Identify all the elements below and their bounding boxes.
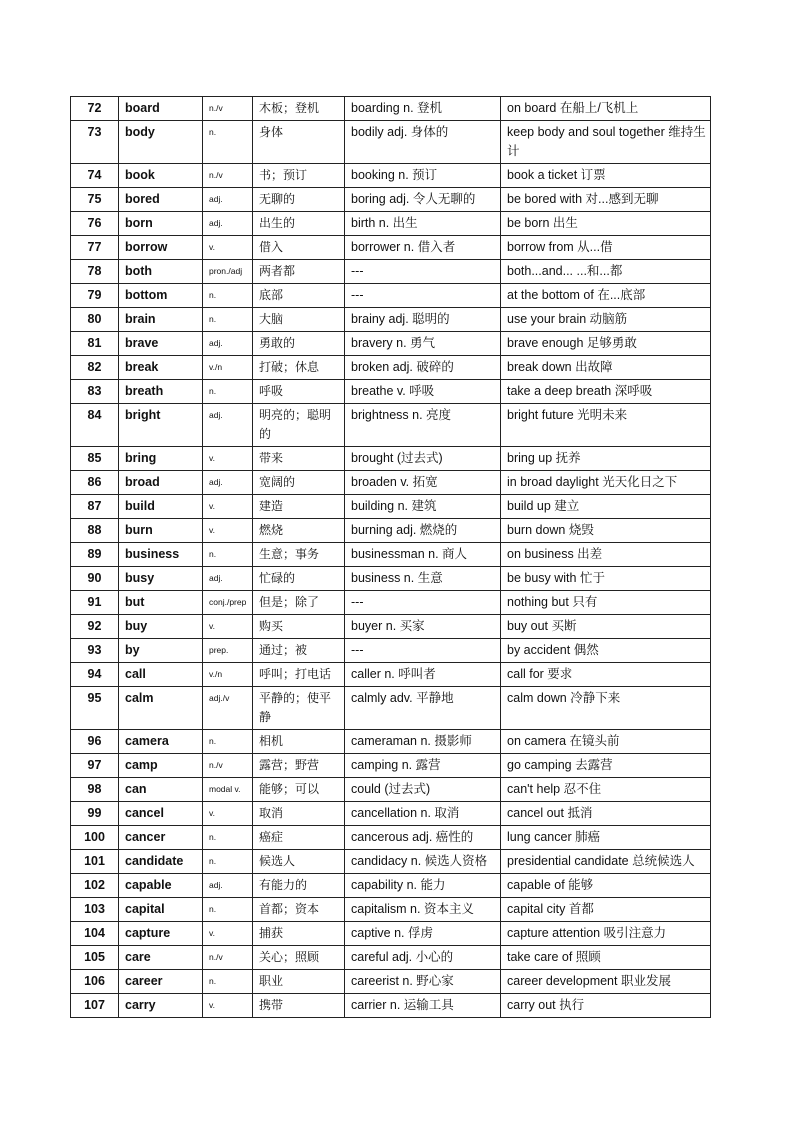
part-of-speech: v. bbox=[203, 615, 253, 639]
example-phrase: be bored with 对...感到无聊 bbox=[501, 188, 711, 212]
derivative-form: burning adj. 燃烧的 bbox=[345, 519, 501, 543]
part-of-speech: v. bbox=[203, 802, 253, 826]
example-phrase: capital city 首都 bbox=[501, 898, 711, 922]
headword: bright bbox=[119, 404, 203, 447]
table-row bbox=[71, 308, 711, 332]
example-phrase: carry out 执行 bbox=[501, 994, 711, 1018]
example-phrase: calm down 冷静下来 bbox=[501, 687, 711, 730]
part-of-speech: v./n bbox=[203, 663, 253, 687]
entry-number: 98 bbox=[71, 778, 119, 802]
example-phrase: take a deep breath 深呼吸 bbox=[501, 380, 711, 404]
part-of-speech: n. bbox=[203, 543, 253, 567]
headword: care bbox=[119, 946, 203, 970]
example-phrase: in broad daylight 光天化日之下 bbox=[501, 471, 711, 495]
table-row bbox=[71, 946, 711, 970]
part-of-speech: adj. bbox=[203, 567, 253, 591]
example-phrase: buy out 买断 bbox=[501, 615, 711, 639]
part-of-speech: n. bbox=[203, 970, 253, 994]
example-phrase: cancel out 抵消 bbox=[501, 802, 711, 826]
derivative-form: birth n. 出生 bbox=[345, 212, 501, 236]
chinese-meaning: 燃烧 bbox=[253, 519, 345, 543]
chinese-meaning: 呼吸 bbox=[253, 380, 345, 404]
entry-number: 76 bbox=[71, 212, 119, 236]
part-of-speech: v. bbox=[203, 994, 253, 1018]
entry-number: 77 bbox=[71, 236, 119, 260]
part-of-speech: n. bbox=[203, 826, 253, 850]
derivative-form: business n. 生意 bbox=[345, 567, 501, 591]
headword: career bbox=[119, 970, 203, 994]
chinese-meaning: 借入 bbox=[253, 236, 345, 260]
derivative-form: borrower n. 借入者 bbox=[345, 236, 501, 260]
entry-number: 96 bbox=[71, 730, 119, 754]
derivative-form: capitalism n. 资本主义 bbox=[345, 898, 501, 922]
derivative-form: building n. 建筑 bbox=[345, 495, 501, 519]
entry-number: 78 bbox=[71, 260, 119, 284]
example-phrase: can't help 忍不住 bbox=[501, 778, 711, 802]
entry-number: 102 bbox=[71, 874, 119, 898]
table-row bbox=[71, 730, 711, 754]
derivative-form: broken adj. 破碎的 bbox=[345, 356, 501, 380]
entry-number: 75 bbox=[71, 188, 119, 212]
derivative-form: businessman n. 商人 bbox=[345, 543, 501, 567]
derivative-form: careerist n. 野心家 bbox=[345, 970, 501, 994]
example-phrase: brave enough 足够勇敢 bbox=[501, 332, 711, 356]
chinese-meaning: 带来 bbox=[253, 447, 345, 471]
entry-number: 94 bbox=[71, 663, 119, 687]
headword: capable bbox=[119, 874, 203, 898]
derivative-form: cancellation n. 取消 bbox=[345, 802, 501, 826]
table-row bbox=[71, 970, 711, 994]
chinese-meaning: 勇敢的 bbox=[253, 332, 345, 356]
derivative-form: boarding n. 登机 bbox=[345, 97, 501, 121]
example-phrase: bright future 光明未来 bbox=[501, 404, 711, 447]
entry-number: 81 bbox=[71, 332, 119, 356]
part-of-speech: n. bbox=[203, 380, 253, 404]
example-phrase: capture attention 吸引注意力 bbox=[501, 922, 711, 946]
derivative-form: calmly adv. 平静地 bbox=[345, 687, 501, 730]
table-row bbox=[71, 663, 711, 687]
example-phrase: on camera 在镜头前 bbox=[501, 730, 711, 754]
chinese-meaning: 建造 bbox=[253, 495, 345, 519]
table-row bbox=[71, 519, 711, 543]
table-row bbox=[71, 850, 711, 874]
example-phrase: both...and... ...和...都 bbox=[501, 260, 711, 284]
example-phrase: bring up 抚养 bbox=[501, 447, 711, 471]
table-row bbox=[71, 164, 711, 188]
chinese-meaning: 木板；登机 bbox=[253, 97, 345, 121]
entry-number: 79 bbox=[71, 284, 119, 308]
entry-number: 92 bbox=[71, 615, 119, 639]
derivative-form: brought (过去式) bbox=[345, 447, 501, 471]
entry-number: 91 bbox=[71, 591, 119, 615]
table-row bbox=[71, 212, 711, 236]
headword: broad bbox=[119, 471, 203, 495]
vocabulary-table-body bbox=[71, 97, 711, 1018]
example-phrase: keep body and soul together 维持生计 bbox=[501, 121, 711, 164]
example-phrase: career development 职业发展 bbox=[501, 970, 711, 994]
table-row bbox=[71, 471, 711, 495]
part-of-speech: adj. bbox=[203, 404, 253, 447]
headword: breath bbox=[119, 380, 203, 404]
example-phrase: book a ticket 订票 bbox=[501, 164, 711, 188]
table-row bbox=[71, 97, 711, 121]
chinese-meaning: 生意；事务 bbox=[253, 543, 345, 567]
part-of-speech: v. bbox=[203, 447, 253, 471]
chinese-meaning: 通过；被 bbox=[253, 639, 345, 663]
part-of-speech: modal v. bbox=[203, 778, 253, 802]
entry-number: 80 bbox=[71, 308, 119, 332]
example-phrase: borrow from 从...借 bbox=[501, 236, 711, 260]
headword: both bbox=[119, 260, 203, 284]
derivative-form: brainy adj. 聪明的 bbox=[345, 308, 501, 332]
entry-number: 72 bbox=[71, 97, 119, 121]
chinese-meaning: 但是；除了 bbox=[253, 591, 345, 615]
example-phrase: use your brain 动脑筋 bbox=[501, 308, 711, 332]
part-of-speech: adj. bbox=[203, 471, 253, 495]
entry-number: 99 bbox=[71, 802, 119, 826]
entry-number: 86 bbox=[71, 471, 119, 495]
table-row bbox=[71, 121, 711, 164]
entry-number: 106 bbox=[71, 970, 119, 994]
part-of-speech: prep. bbox=[203, 639, 253, 663]
chinese-meaning: 无聊的 bbox=[253, 188, 345, 212]
table-row bbox=[71, 802, 711, 826]
part-of-speech: n. bbox=[203, 730, 253, 754]
example-phrase: by accident 偶然 bbox=[501, 639, 711, 663]
derivative-form: captive n. 俘虏 bbox=[345, 922, 501, 946]
chinese-meaning: 平静的；使平静 bbox=[253, 687, 345, 730]
derivative-form: could (过去式) bbox=[345, 778, 501, 802]
part-of-speech: n./v bbox=[203, 97, 253, 121]
chinese-meaning: 呼叫；打电话 bbox=[253, 663, 345, 687]
headword: camera bbox=[119, 730, 203, 754]
table-row bbox=[71, 778, 711, 802]
chinese-meaning: 宽阔的 bbox=[253, 471, 345, 495]
headword: capture bbox=[119, 922, 203, 946]
chinese-meaning: 忙碌的 bbox=[253, 567, 345, 591]
headword: carry bbox=[119, 994, 203, 1018]
entry-number: 105 bbox=[71, 946, 119, 970]
chinese-meaning: 关心；照顾 bbox=[253, 946, 345, 970]
example-phrase: on business 出差 bbox=[501, 543, 711, 567]
headword: calm bbox=[119, 687, 203, 730]
example-phrase: capable of 能够 bbox=[501, 874, 711, 898]
part-of-speech: adj. bbox=[203, 212, 253, 236]
entry-number: 87 bbox=[71, 495, 119, 519]
entry-number: 93 bbox=[71, 639, 119, 663]
entry-number: 90 bbox=[71, 567, 119, 591]
derivative-form: brightness n. 亮度 bbox=[345, 404, 501, 447]
table-row bbox=[71, 380, 711, 404]
table-row bbox=[71, 615, 711, 639]
headword: born bbox=[119, 212, 203, 236]
headword: call bbox=[119, 663, 203, 687]
derivative-form: buyer n. 买家 bbox=[345, 615, 501, 639]
part-of-speech: adj. bbox=[203, 188, 253, 212]
headword: bored bbox=[119, 188, 203, 212]
example-phrase: on board 在船上/飞机上 bbox=[501, 97, 711, 121]
entry-number: 97 bbox=[71, 754, 119, 778]
entry-number: 103 bbox=[71, 898, 119, 922]
part-of-speech: n. bbox=[203, 898, 253, 922]
example-phrase: build up 建立 bbox=[501, 495, 711, 519]
table-row bbox=[71, 543, 711, 567]
entry-number: 74 bbox=[71, 164, 119, 188]
table-row bbox=[71, 826, 711, 850]
derivative-form: booking n. 预订 bbox=[345, 164, 501, 188]
chinese-meaning: 身体 bbox=[253, 121, 345, 164]
table-row bbox=[71, 687, 711, 730]
chinese-meaning: 候选人 bbox=[253, 850, 345, 874]
headword: burn bbox=[119, 519, 203, 543]
chinese-meaning: 出生的 bbox=[253, 212, 345, 236]
table-row bbox=[71, 284, 711, 308]
headword: candidate bbox=[119, 850, 203, 874]
entry-number: 85 bbox=[71, 447, 119, 471]
table-row bbox=[71, 260, 711, 284]
example-phrase: burn down 烧毁 bbox=[501, 519, 711, 543]
table-row bbox=[71, 447, 711, 471]
part-of-speech: v. bbox=[203, 495, 253, 519]
chinese-meaning: 书；预订 bbox=[253, 164, 345, 188]
part-of-speech: v. bbox=[203, 519, 253, 543]
chinese-meaning: 首都；资本 bbox=[253, 898, 345, 922]
table-row bbox=[71, 236, 711, 260]
part-of-speech: n. bbox=[203, 284, 253, 308]
table-row bbox=[71, 874, 711, 898]
headword: capital bbox=[119, 898, 203, 922]
derivative-form: --- bbox=[345, 639, 501, 663]
entry-number: 83 bbox=[71, 380, 119, 404]
part-of-speech: v. bbox=[203, 922, 253, 946]
headword: borrow bbox=[119, 236, 203, 260]
derivative-form: --- bbox=[345, 260, 501, 284]
chinese-meaning: 携带 bbox=[253, 994, 345, 1018]
part-of-speech: n./v bbox=[203, 754, 253, 778]
derivative-form: bravery n. 勇气 bbox=[345, 332, 501, 356]
chinese-meaning: 癌症 bbox=[253, 826, 345, 850]
part-of-speech: n. bbox=[203, 850, 253, 874]
chinese-meaning: 取消 bbox=[253, 802, 345, 826]
chinese-meaning: 明亮的；聪明的 bbox=[253, 404, 345, 447]
headword: can bbox=[119, 778, 203, 802]
example-phrase: break down 出故障 bbox=[501, 356, 711, 380]
example-phrase: nothing but 只有 bbox=[501, 591, 711, 615]
headword: brain bbox=[119, 308, 203, 332]
part-of-speech: v./n bbox=[203, 356, 253, 380]
headword: business bbox=[119, 543, 203, 567]
headword: book bbox=[119, 164, 203, 188]
example-phrase: be born 出生 bbox=[501, 212, 711, 236]
headword: bottom bbox=[119, 284, 203, 308]
chinese-meaning: 底部 bbox=[253, 284, 345, 308]
entry-number: 107 bbox=[71, 994, 119, 1018]
chinese-meaning: 大脑 bbox=[253, 308, 345, 332]
table-row bbox=[71, 754, 711, 778]
headword: cancer bbox=[119, 826, 203, 850]
table-row bbox=[71, 495, 711, 519]
part-of-speech: n. bbox=[203, 308, 253, 332]
chinese-meaning: 相机 bbox=[253, 730, 345, 754]
entry-number: 82 bbox=[71, 356, 119, 380]
table-row bbox=[71, 567, 711, 591]
table-row bbox=[71, 188, 711, 212]
table-row bbox=[71, 591, 711, 615]
headword: buy bbox=[119, 615, 203, 639]
derivative-form: broaden v. 拓宽 bbox=[345, 471, 501, 495]
part-of-speech: conj./prep bbox=[203, 591, 253, 615]
headword: board bbox=[119, 97, 203, 121]
part-of-speech: adj. bbox=[203, 332, 253, 356]
derivative-form: bodily adj. 身体的 bbox=[345, 121, 501, 164]
derivative-form: candidacy n. 候选人资格 bbox=[345, 850, 501, 874]
derivative-form: --- bbox=[345, 591, 501, 615]
chinese-meaning: 两者都 bbox=[253, 260, 345, 284]
part-of-speech: n./v bbox=[203, 946, 253, 970]
chinese-meaning: 购买 bbox=[253, 615, 345, 639]
chinese-meaning: 能够；可以 bbox=[253, 778, 345, 802]
vocabulary-table bbox=[70, 96, 711, 1018]
headword: by bbox=[119, 639, 203, 663]
part-of-speech: adj. bbox=[203, 874, 253, 898]
chinese-meaning: 露营；野营 bbox=[253, 754, 345, 778]
chinese-meaning: 职业 bbox=[253, 970, 345, 994]
headword: cancel bbox=[119, 802, 203, 826]
entry-number: 84 bbox=[71, 404, 119, 447]
table-row bbox=[71, 898, 711, 922]
table-row bbox=[71, 332, 711, 356]
derivative-form: capability n. 能力 bbox=[345, 874, 501, 898]
table-row bbox=[71, 356, 711, 380]
derivative-form: caller n. 呼叫者 bbox=[345, 663, 501, 687]
table-row bbox=[71, 404, 711, 447]
part-of-speech: pron./adj bbox=[203, 260, 253, 284]
chinese-meaning: 有能力的 bbox=[253, 874, 345, 898]
part-of-speech: adj./v bbox=[203, 687, 253, 730]
derivative-form: cancerous adj. 癌性的 bbox=[345, 826, 501, 850]
example-phrase: take care of 照顾 bbox=[501, 946, 711, 970]
headword: body bbox=[119, 121, 203, 164]
table-row bbox=[71, 639, 711, 663]
derivative-form: breathe v. 呼吸 bbox=[345, 380, 501, 404]
part-of-speech: n./v bbox=[203, 164, 253, 188]
chinese-meaning: 捕获 bbox=[253, 922, 345, 946]
headword: but bbox=[119, 591, 203, 615]
entry-number: 73 bbox=[71, 121, 119, 164]
example-phrase: go camping 去露营 bbox=[501, 754, 711, 778]
headword: break bbox=[119, 356, 203, 380]
headword: build bbox=[119, 495, 203, 519]
entry-number: 89 bbox=[71, 543, 119, 567]
headword: bring bbox=[119, 447, 203, 471]
example-phrase: lung cancer 肺癌 bbox=[501, 826, 711, 850]
entry-number: 88 bbox=[71, 519, 119, 543]
example-phrase: presidential candidate 总统候选人 bbox=[501, 850, 711, 874]
example-phrase: at the bottom of 在...底部 bbox=[501, 284, 711, 308]
entry-number: 95 bbox=[71, 687, 119, 730]
derivative-form: camping n. 露营 bbox=[345, 754, 501, 778]
entry-number: 101 bbox=[71, 850, 119, 874]
headword: busy bbox=[119, 567, 203, 591]
derivative-form: carrier n. 运输工具 bbox=[345, 994, 501, 1018]
entry-number: 104 bbox=[71, 922, 119, 946]
headword: brave bbox=[119, 332, 203, 356]
part-of-speech: v. bbox=[203, 236, 253, 260]
entry-number: 100 bbox=[71, 826, 119, 850]
part-of-speech: n. bbox=[203, 121, 253, 164]
derivative-form: boring adj. 令人无聊的 bbox=[345, 188, 501, 212]
example-phrase: be busy with 忙于 bbox=[501, 567, 711, 591]
headword: camp bbox=[119, 754, 203, 778]
chinese-meaning: 打破；休息 bbox=[253, 356, 345, 380]
table-row bbox=[71, 994, 711, 1018]
table-row bbox=[71, 922, 711, 946]
derivative-form: cameraman n. 摄影师 bbox=[345, 730, 501, 754]
example-phrase: call for 要求 bbox=[501, 663, 711, 687]
derivative-form: --- bbox=[345, 284, 501, 308]
derivative-form: careful adj. 小心的 bbox=[345, 946, 501, 970]
